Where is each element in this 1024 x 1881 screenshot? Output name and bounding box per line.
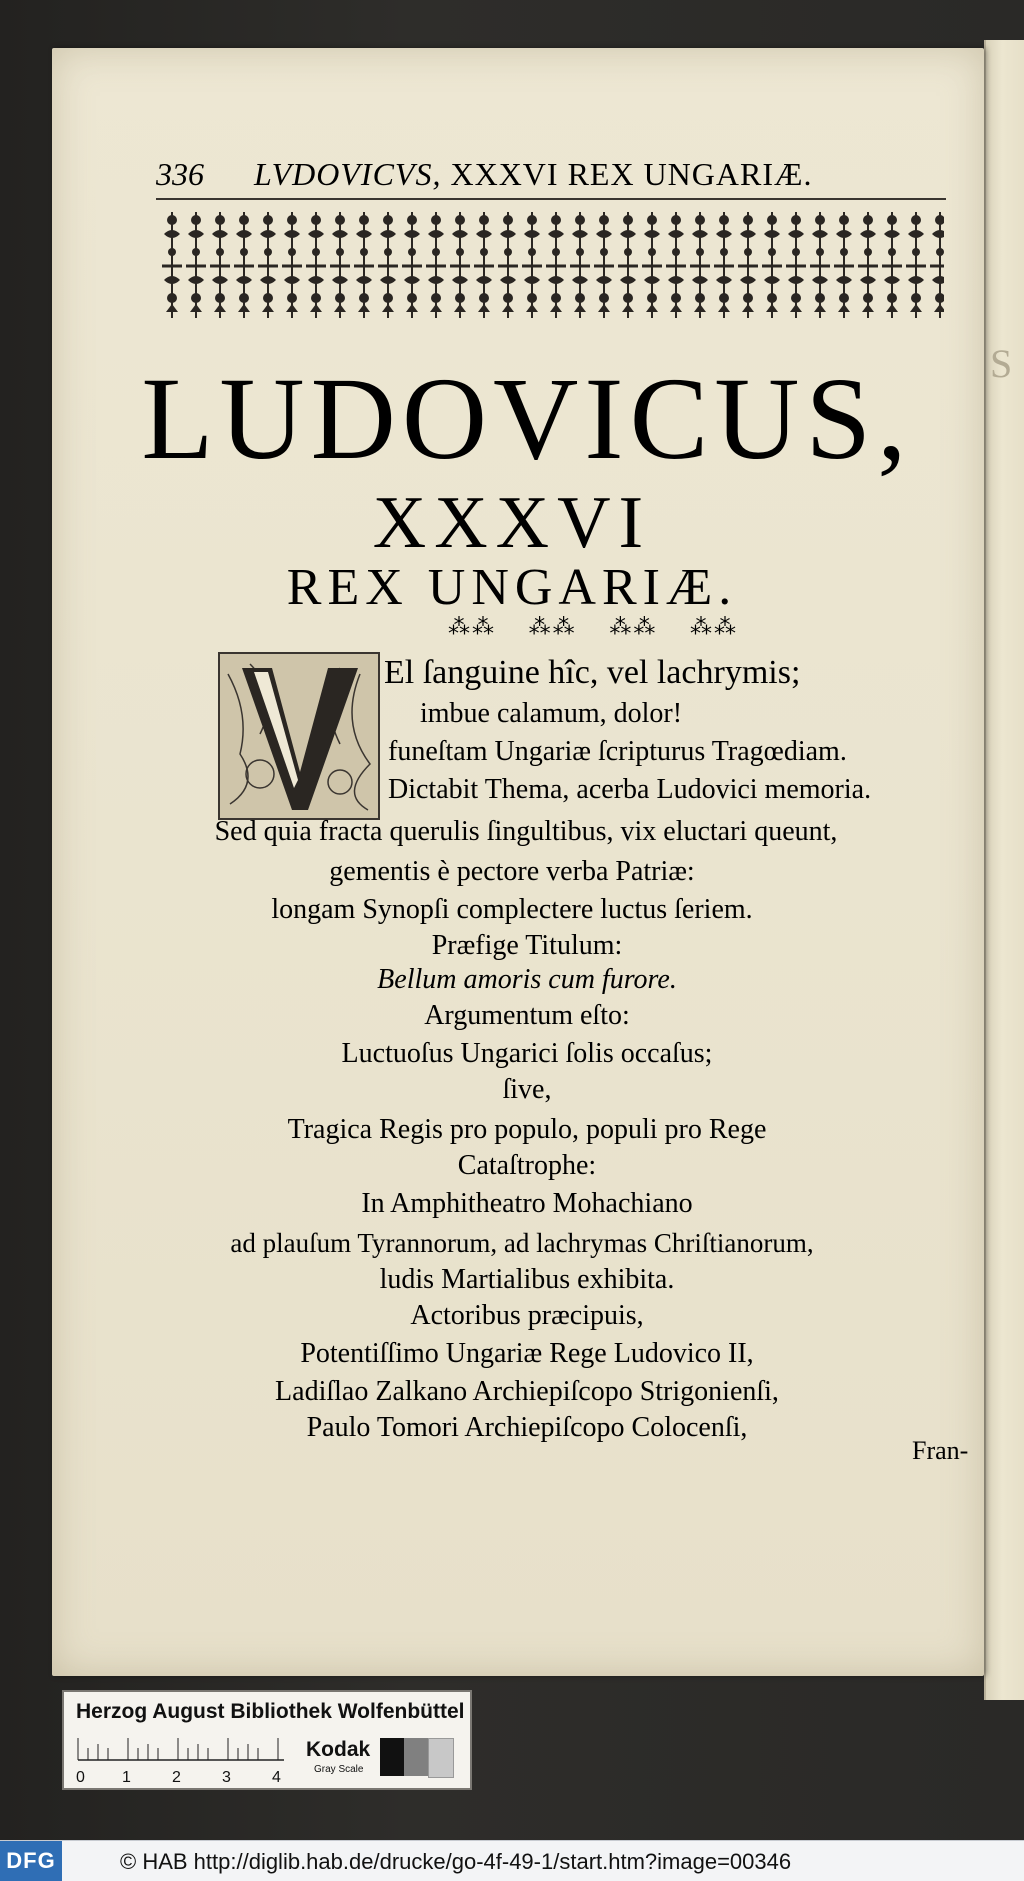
text-line: Ladiſlao Zalkano Archiepiſcopo Strigonienſi, xyxy=(275,1376,779,1407)
text-line: funeſtam Ungariæ ſcripturus Tragœdiam. xyxy=(388,736,847,767)
ruler-number: 1 xyxy=(122,1769,131,1786)
text-line: Actoribus præcipuis, xyxy=(410,1300,644,1331)
text-line: ſive, xyxy=(502,1074,552,1105)
title-subtitle: REX UNGARIÆ. xyxy=(286,559,738,616)
star-ornament: ⁂⁂ xyxy=(689,614,738,639)
copyright-url[interactable]: © HAB http://diglib.hab.de/drucke/go-4f-49-1/start.htm?image=00346 xyxy=(120,1849,792,1874)
text-line: In Amphitheatro Mohachiano xyxy=(361,1188,693,1219)
measurement-ruler xyxy=(76,1736,286,1788)
text-line: Sed quia fracta querulis ſingultibus, vix eluctari queunt, xyxy=(214,816,838,847)
text-line: Tragica Regis pro populo, populi pro Rege xyxy=(287,1114,767,1145)
text-line: Potentiſſimo Ungariæ Rege Ludovico II, xyxy=(300,1338,754,1369)
page-number: 336 xyxy=(156,156,204,192)
text-line: ludis Martialibus exhibita. xyxy=(379,1264,675,1295)
library-name: Herzog August Bibliothek Wolfenbüttel xyxy=(76,1700,465,1723)
running-title-rest: XXXVI REX UNGARIÆ. xyxy=(450,156,813,192)
running-title-name: LVDOVICVS, xyxy=(254,156,442,192)
text-line: ad plauſum Tyrannorum, ad lachrymas Chriſtianorum, xyxy=(230,1228,814,1258)
title-number: XXXVI xyxy=(372,482,652,564)
ruler-number: 3 xyxy=(222,1769,231,1786)
gray-swatch xyxy=(404,1738,428,1776)
gray-swatch xyxy=(380,1738,404,1776)
gray-scale-swatches xyxy=(380,1738,454,1776)
ruler-number: 2 xyxy=(172,1769,181,1786)
text-line: El ſanguine hîc, vel lachrymis; xyxy=(384,654,801,691)
gray-swatch xyxy=(428,1738,454,1778)
title-main: LUDOVICUS, xyxy=(141,353,913,484)
text-line: Præfige Titulum: xyxy=(431,930,623,961)
facing-page-edge: S xyxy=(984,40,1024,1700)
kodak-subtitle: Gray Scale xyxy=(314,1764,364,1775)
kodak-logo: Kodak xyxy=(306,1738,371,1761)
text-line: imbue calamum, dolor! xyxy=(420,698,683,729)
text-line: Bellum amoris cum furore. xyxy=(377,964,677,995)
text-line: Argumentum eſto: xyxy=(424,1000,630,1031)
ruler-number: 4 xyxy=(272,1769,281,1786)
ruler-number: 0 xyxy=(76,1769,85,1786)
dfg-logo[interactable]: DFG xyxy=(0,1841,62,1881)
library-scan-label xyxy=(62,1690,472,1790)
text-line: Paulo Tomori Archiepiſcopo Colocenſi, xyxy=(306,1412,748,1443)
viewer-footer xyxy=(0,1840,1024,1881)
text-line: Luctuoſus Ungarici ſolis occaſus; xyxy=(341,1038,713,1069)
text-line: Cataſtrophe: xyxy=(457,1150,597,1181)
text-line: Dictabit Thema, acerba Ludovici memoria. xyxy=(388,774,872,805)
text-line: gementis è pectore verba Patriæ: xyxy=(329,856,695,887)
text-line: longam Synopſi complectere luctus ſeriem. xyxy=(271,894,753,925)
star-ornament: ⁂⁂ xyxy=(448,614,496,639)
star-ornament: ⁂⁂ xyxy=(528,614,577,639)
catchword: Fran- xyxy=(912,1436,969,1465)
star-ornament: ⁂⁂ xyxy=(609,614,658,639)
